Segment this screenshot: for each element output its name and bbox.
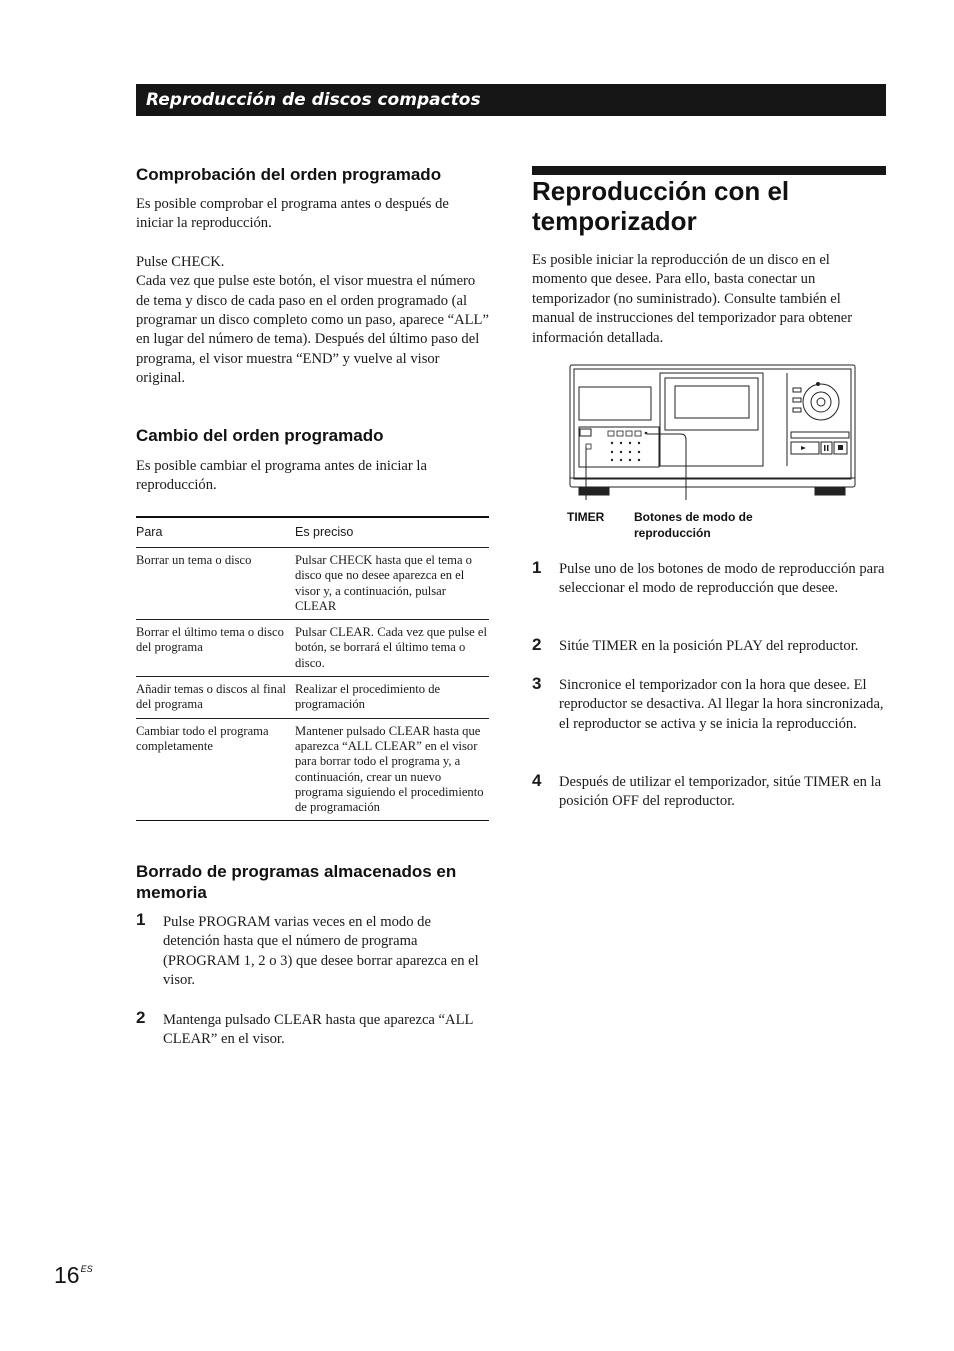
step-text: Después de utilizar el temporizador, sitúe TIMER en la posición OFF del reproductor. xyxy=(559,774,882,810)
label-timer: TIMER xyxy=(567,510,605,524)
step-text: Pulse uno de los botones de modo de reproducción para seleccionar el modo de reproducción que desee. xyxy=(559,561,885,597)
table-cell: Añadir temas o discos al final del programa xyxy=(136,682,287,712)
timer-step-4 xyxy=(532,773,886,813)
check-instruction: Pulse CHECK. xyxy=(136,253,225,270)
step-text: Mantenga pulsado CLEAR hasta que aparezca “ALL CLEAR” en el visor. xyxy=(163,1012,473,1048)
step-number: 2 xyxy=(136,1008,146,1027)
heading-change-order: Cambio del orden programado xyxy=(136,426,384,445)
step-number: 2 xyxy=(532,635,542,654)
erase-step-1 xyxy=(136,912,489,992)
table-row xyxy=(136,620,489,677)
change-intro: Es posible cambiar el programa antes de iniciar la reproducción. xyxy=(136,458,427,494)
check-section-body xyxy=(136,195,489,389)
timer-step-1 xyxy=(532,560,886,620)
table-header-row xyxy=(136,518,489,548)
step-text: Sincronice el temporizador con la hora que desee. El reproductor se desactiva. Al llegar la hora sincronizada, el reproductor se activa y se inicia la reproducción. xyxy=(559,677,884,732)
table-row xyxy=(136,548,489,620)
step-text: Pulse PROGRAM varias veces en el modo de detención hasta que el número de programa (PROGRAM 1, 2 o 3) que desee borrar aparezca en el visor. xyxy=(163,914,479,989)
table-cell: Borrar un tema o disco xyxy=(136,553,252,567)
table-cell: Cambiar todo el programa completamente xyxy=(136,723,269,753)
table-cell: Pulsar CLEAR. Cada vez que pulse el botón, se borrará el último tema o disco. xyxy=(295,625,488,670)
label-play-mode-buttons: Botones de modo de reproducción xyxy=(634,510,753,540)
page-number-value: 16 xyxy=(54,1262,80,1288)
step-number: 1 xyxy=(136,910,146,929)
step-number: 4 xyxy=(532,771,542,790)
language-code: ES xyxy=(80,1264,93,1274)
table-header-cell: Es preciso xyxy=(295,525,354,539)
cd-player-illustration xyxy=(565,360,865,500)
table-row xyxy=(136,677,489,719)
heading-erase-programs: Borrado de programas almacenados en memoria xyxy=(136,862,457,902)
section-title: Reproducción de discos compactos xyxy=(146,90,481,110)
check-intro: Es posible comprobar el programa antes o después de iniciar la reproducción. xyxy=(136,196,449,232)
table-cell: Pulsar CHECK hasta que el tema o disco que no desee aparezca en el visor y, a continuación, pulsar CLEAR xyxy=(295,553,472,613)
table-header-cell: Para xyxy=(136,525,163,539)
timer-step-2 xyxy=(532,637,886,659)
table-cell: Borrar el último tema o disco del programa xyxy=(136,625,284,655)
timer-intro: Es posible iniciar la reproducción de un disco en el momento que desee. Para ello, basta conectar un temporizador (no suministrado). Consulte también el manual de instrucciones del temporizador para obtener información detallada. xyxy=(532,252,853,346)
title-rule xyxy=(532,166,886,175)
table-cell: Mantener pulsado CLEAR hasta que aparezca “ALL CLEAR” en el visor para borrar todo el programa y, a continuación, crear un nuevo programa siguiendo el procedimiento de programación xyxy=(295,723,484,815)
table-cell: Realizar el procedimiento de programación xyxy=(295,682,441,712)
page-number xyxy=(54,1262,93,1289)
step-number: 1 xyxy=(532,558,542,577)
erase-step-2 xyxy=(136,1010,489,1050)
section-banner xyxy=(136,84,886,116)
timer-step-3 xyxy=(532,676,886,756)
table-row xyxy=(136,719,489,822)
change-order-table xyxy=(136,516,489,821)
page-title: Reproducción con el temporizador xyxy=(532,176,790,236)
step-text: Sitúe TIMER en la posición PLAY del reproductor. xyxy=(559,638,859,654)
heading-check-order: Comprobación del orden programado xyxy=(136,165,442,184)
step-number: 3 xyxy=(532,674,542,693)
check-detail: Cada vez que pulse este botón, el visor muestra el número de tema y disco de cada paso en el orden programado (al programar un disco completo como un paso, aparece “ALL” en lugar del número de tema). Después del último paso del programa, el visor muestra “END” y vuelve al visor original. xyxy=(136,273,489,387)
